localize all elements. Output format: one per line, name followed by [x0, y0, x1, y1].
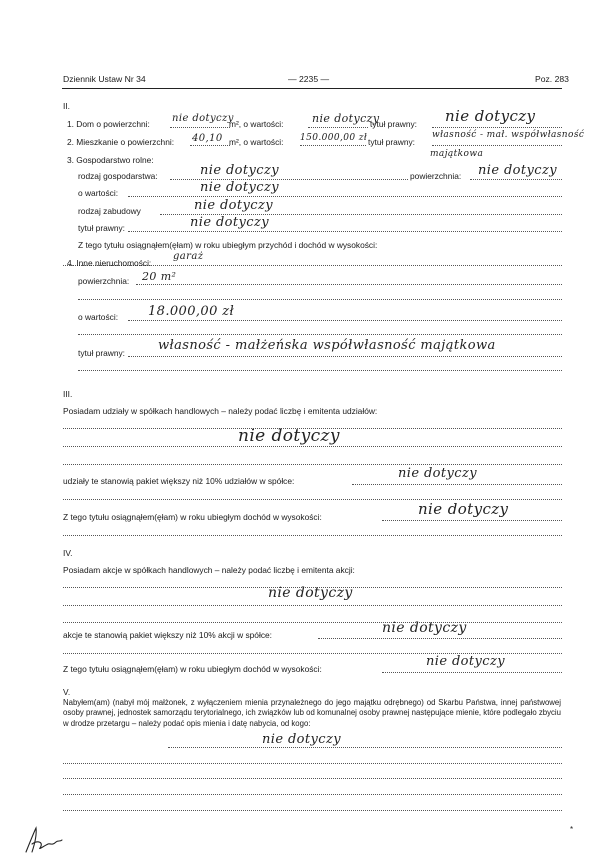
stocks-over10-value: nie dotyczy	[382, 620, 467, 636]
house-unit-label: m², o wartości:	[229, 119, 284, 129]
stocks-income-label: Z tego tytułu osiągnąłem(ęłam) w roku ubiegłym dochód w wysokości:	[63, 664, 322, 674]
section-iv-heading: IV.	[63, 548, 73, 558]
flat-area-label: 2. Mieszkanie o powierzchni:	[67, 137, 175, 147]
page-number: — 2235 —	[288, 74, 330, 84]
farm-buildings-value: nie dotyczy	[194, 198, 273, 213]
flat-title-line	[432, 145, 562, 146]
farm-area-line	[470, 179, 562, 180]
farm-area-value: nie dotyczy	[478, 163, 557, 178]
other-title-label: tytuł prawny:	[78, 348, 126, 358]
house-value-line	[308, 127, 368, 128]
other-value-line-2	[78, 334, 562, 335]
flat-area-line	[190, 145, 230, 146]
stocks-line-2	[63, 605, 562, 606]
other-area-line	[136, 284, 562, 285]
section-iii-heading: III.	[63, 389, 73, 399]
farm-title-line	[128, 231, 562, 232]
stocks-income-value: nie dotyczy	[426, 654, 505, 669]
stocks-label: Posiadam akcje w spółkach handlowych – należy podać liczbę i emitenta akcji:	[63, 565, 355, 575]
farm-value-value: nie dotyczy	[200, 180, 279, 195]
acquisition-line-4	[63, 794, 562, 795]
other-area-line-2	[78, 299, 562, 300]
house-title-label: tytuł prawny:	[370, 119, 418, 129]
other-value-value: 18.000,00 zł	[148, 304, 235, 319]
shares-income-value: nie dotyczy	[418, 500, 509, 518]
house-area-label: 1. Dom o powierzchni:	[67, 119, 150, 129]
flat-title-value-2: majątkowa	[430, 149, 484, 159]
farm-area-label: powierzchnia:	[410, 171, 462, 181]
other-value-line	[128, 320, 562, 321]
farm-income-label: Z tego tytułu osiągnąłem(ęłam) w roku ubiegłym przychód i dochód w wysokości:	[78, 240, 378, 250]
shares-line-2	[63, 446, 562, 447]
other-area-value: 20 m²	[142, 270, 177, 283]
farm-type-value: nie dotyczy	[200, 163, 279, 178]
shares-over10-label: udziały te stanowią pakiet większy niż 10% udziałów w spółce:	[63, 476, 295, 486]
house-title-value: nie dotyczy	[445, 107, 536, 125]
house-area-value: nie dotyczy	[172, 113, 234, 124]
farm-title-value: nie dotyczy	[190, 215, 269, 230]
flat-title-value-1: własność - mał. współwłasność	[432, 130, 585, 140]
other-property-type: garaż	[173, 251, 204, 262]
farm-type-label: rodzaj gospodarstwa:	[78, 171, 158, 181]
section-v-heading: V.	[63, 687, 71, 697]
farm-value-line	[128, 196, 562, 197]
flat-value-line	[300, 145, 366, 146]
shares-income-line	[382, 520, 562, 521]
farm-value-label: o wartości:	[78, 188, 119, 198]
flat-area-value: 40,10	[192, 133, 223, 144]
shares-label: Posiadam udziały w spółkach handlowych – należy podać liczbę i emitenta udziałów:	[63, 406, 378, 416]
flat-unit-label: m², o wartości:	[229, 137, 284, 147]
flat-value-value: 150.000,00 zł	[300, 133, 368, 143]
farm-buildings-label: rodzaj zabudowy	[78, 206, 141, 216]
house-value-value: nie dotyczy	[312, 112, 380, 125]
house-title-line	[432, 127, 562, 128]
other-title-line-2	[78, 370, 562, 371]
other-value-label: o wartości:	[78, 312, 119, 322]
acquisition-value: nie dotyczy	[262, 732, 341, 747]
other-title-line	[128, 356, 562, 357]
stocks-over10-label: akcje te stanowią pakiet większy niż 10% akcji w spółce:	[63, 630, 273, 640]
shares-over10-line	[352, 484, 562, 485]
shares-line-3	[63, 464, 562, 465]
other-area-label: powierzchnia:	[78, 276, 130, 286]
stocks-income-line	[382, 672, 562, 673]
position-number: Poz. 283	[535, 74, 569, 84]
header-rule	[62, 88, 562, 89]
stocks-line-3	[63, 622, 562, 623]
shares-over10-value: nie dotyczy	[398, 466, 477, 481]
section-ii-heading: II.	[63, 101, 70, 111]
shares-income-label: Z tego tytułu osiągnąłem(ęłam) w roku ubiegłym dochód w wysokości:	[63, 512, 322, 522]
acquisition-line-5	[63, 810, 562, 811]
stocks-value: nie dotyczy	[268, 585, 353, 601]
stocks-over10-line	[318, 638, 562, 639]
acquisition-line-1	[168, 747, 562, 748]
journal-title: Dziennik Ustaw Nr 34	[63, 74, 146, 84]
other-title-value: własność - małżeńska współwłasność majątkowa	[158, 338, 496, 353]
shares-income-line-2	[63, 535, 562, 536]
other-property-label: 4. Inne nieruchomości:	[67, 258, 152, 268]
initials-signature	[22, 822, 66, 856]
acquisition-text: Nabyłem(am) (nabył mój małżonek, z wyłączeniem mienia przynależnego do jego majątku odrębnego) od Skarbu Państwa, innej państwowej osoby prawnej, jednostek samorządu terytorialnego, ich związków lub od komunalnej osoby prawnej następujące mienie, które podlegało zbyciu w drodze przetargu – należy podać opis mienia i datę nabycia, od kogo:	[63, 698, 561, 728]
farm-title-label: tytuł prawny:	[78, 223, 126, 233]
footer-marker: *	[570, 825, 574, 834]
farm-label: 3. Gospodarstwo rolne:	[67, 155, 154, 165]
acquisition-line-2	[63, 763, 562, 764]
acquisition-line-3	[63, 778, 562, 779]
shares-value: nie dotyczy	[238, 426, 340, 446]
flat-title-label: tytuł prawny:	[368, 137, 416, 147]
house-area-line	[170, 127, 230, 128]
